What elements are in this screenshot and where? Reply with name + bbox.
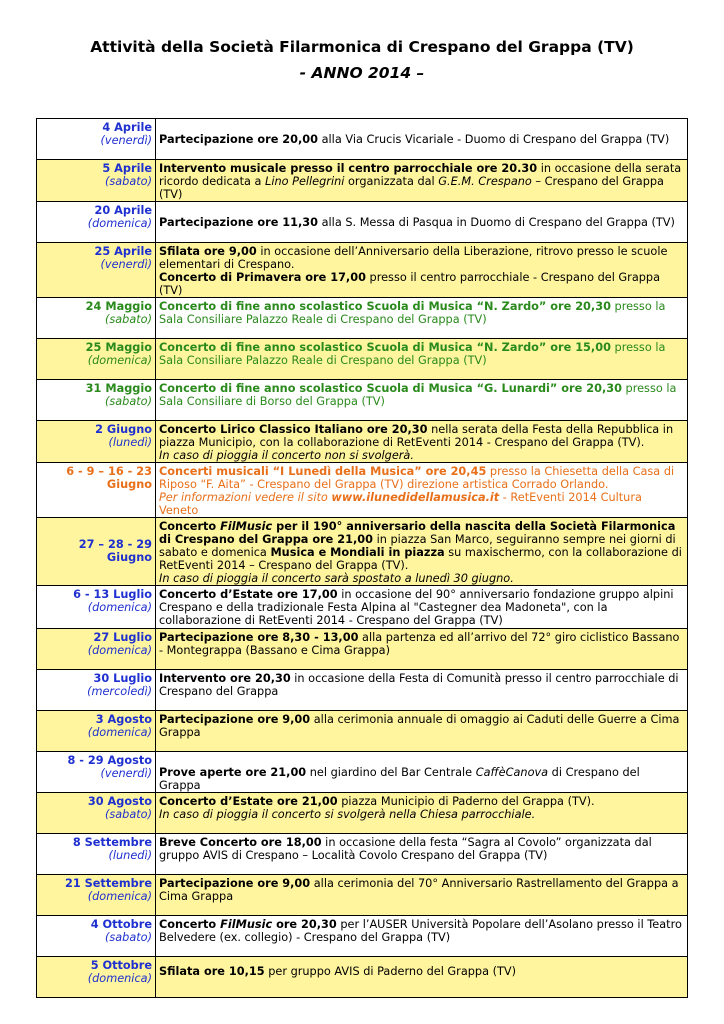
event-date: 5 Ottobre bbox=[90, 959, 152, 972]
event-date: 4 Ottobre bbox=[90, 918, 152, 931]
event-row bbox=[37, 834, 688, 875]
event-date: 25 Maggio bbox=[85, 341, 152, 354]
event-date: 21 Settembre bbox=[64, 877, 152, 890]
event-date: 20 Aprile bbox=[94, 204, 152, 217]
event-weekday: (domenica) bbox=[87, 644, 152, 657]
event-date-cell bbox=[37, 711, 156, 752]
event-date: 5 Aprile bbox=[102, 162, 152, 175]
event-description: Concerto di fine anno scolastico Scuola di Musica “N. Zardo” ore 20,30 presso la Sala Consiliare Palazzo Reale di Crespano del Grappa (TV) bbox=[156, 298, 688, 339]
event-weekday: (domenica) bbox=[87, 601, 152, 614]
event-row bbox=[37, 421, 688, 463]
event-weekday: (sabato) bbox=[104, 931, 152, 944]
event-weekday: (venerdì) bbox=[100, 767, 152, 780]
event-date-cell bbox=[37, 518, 156, 586]
event-row bbox=[37, 298, 688, 339]
event-weekday: (sabato) bbox=[104, 395, 152, 408]
event-row bbox=[37, 243, 688, 298]
event-date: 25 Aprile bbox=[94, 245, 152, 258]
event-description: Sfilata ore 10,15 per gruppo AVIS di Paderno del Grappa (TV) bbox=[156, 957, 688, 998]
event-row bbox=[37, 380, 688, 421]
event-description: Partecipazione ore 8,30 - 13,00 alla partenza ed all’arrivo del 72° giro ciclistico Bassano - Montegrappa (Bassano e Cima Grappa) bbox=[156, 629, 688, 670]
event-date-cell bbox=[37, 243, 156, 298]
event-row bbox=[37, 119, 688, 160]
event-date-cell bbox=[37, 160, 156, 202]
event-description: Partecipazione ore 20,00 alla Via Crucis Vicariale - Duomo di Crespano del Grappa (TV) bbox=[156, 119, 688, 160]
event-description: Concerto di fine anno scolastico Scuola di Musica “N. Zardo” ore 15,00 presso la Sala Consiliare Palazzo Reale di Crespano del Grappa (TV) bbox=[156, 339, 688, 380]
event-description: Breve Concerto ore 18,00 in occasione della festa “Sagra al Covolo” organizzata dal gruppo AVIS di Crespano – Località Covolo Crespano del Grappa (TV) bbox=[156, 834, 688, 875]
document-title: Attività della Società Filarmonica di Crespano del Grappa (TV) bbox=[90, 38, 634, 56]
event-description: Intervento ore 20,30 in occasione della Festa di Comunità presso il centro parrocchiale di Crespano del Grappa bbox=[156, 670, 688, 711]
event-weekday: (venerdì) bbox=[100, 134, 152, 147]
event-date: 8 - 29 Agosto bbox=[67, 754, 152, 767]
event-row bbox=[37, 752, 688, 793]
event-weekday: (domenica) bbox=[87, 890, 152, 903]
event-weekday: (lunedì) bbox=[108, 849, 152, 862]
event-date-cell bbox=[37, 834, 156, 875]
event-weekday: (lunedì) bbox=[108, 436, 152, 449]
event-row bbox=[37, 793, 688, 834]
event-date-cell bbox=[37, 463, 156, 518]
event-date: 4 Aprile bbox=[102, 121, 152, 134]
event-row bbox=[37, 518, 688, 586]
event-description: Intervento musicale presso il centro parrocchiale ore 20.30 in occasione della serata ricordo dedicata a Lino Pellegrini organizzata dal G.E.M. Crespano – Crespano del Grappa (TV) bbox=[156, 160, 688, 202]
event-date: 30 Agosto bbox=[87, 795, 152, 808]
event-row bbox=[37, 160, 688, 202]
event-description: Concerto d’Estate ore 17,00 in occasione del 90° anniversario fondazione gruppo alpini Crespano e della tradizionale Festa Alpina al "Castegner dea Madoneta", con la collaborazione di RetEventi 2014 - Crespano del Grappa (TV) bbox=[156, 586, 688, 629]
event-row bbox=[37, 629, 688, 670]
event-date: 8 Settembre bbox=[72, 836, 152, 849]
event-date: 30 Luglio bbox=[93, 672, 152, 685]
event-date-cell bbox=[37, 629, 156, 670]
event-date: 6 - 13 Luglio bbox=[73, 588, 152, 601]
event-date-cell bbox=[37, 752, 156, 793]
event-weekday: (domenica) bbox=[87, 217, 152, 230]
event-row bbox=[37, 339, 688, 380]
event-description: Partecipazione ore 11,30 alla S. Messa di Pasqua in Duomo di Crespano del Grappa (TV) bbox=[156, 202, 688, 243]
event-date: 6 - 9 – 16 - 23 Giugno bbox=[66, 465, 152, 491]
event-description: Concerto FilMusic per il 190° anniversario della nascita della Società Filarmonica di Crespano del Grappa ore 21,00 in piazza San Marco, seguiranno sempre nei giorni di sabato e domenica Musica e Mondiali in piazza su maxischermo, con la collaborazione di RetEventi 2014 – Crespano del Grappa (TV). In caso di pioggia il concerto sarà spostato a lunedì 30 giugno. bbox=[156, 518, 688, 586]
event-row bbox=[37, 202, 688, 243]
event-date: 24 Maggio bbox=[85, 300, 152, 313]
event-description: Concerti musicali “I Lunedì della Musica” ore 20,45 presso la Chiesetta della Casa di Riposo “F. Aita” - Crespano del Grappa (TV) direzione artistica Corrado Orlando. Per informazioni vedere il sito www.ilunedidellamusica.it - RetEventi 2014 Cultura Veneto bbox=[156, 463, 688, 518]
event-weekday: (sabato) bbox=[104, 313, 152, 326]
event-description: Partecipazione ore 9,00 alla cerimonia del 70° Anniversario Rastrellamento del Grappa a Cima Grappa bbox=[156, 875, 688, 916]
event-date-cell bbox=[37, 586, 156, 629]
event-date-cell bbox=[37, 298, 156, 339]
event-row bbox=[37, 916, 688, 957]
event-weekday: (mercoledì) bbox=[87, 685, 152, 698]
event-row bbox=[37, 670, 688, 711]
document-year: - ANNO 2014 – bbox=[299, 64, 425, 82]
event-description: Concerto FilMusic ore 20,30 per l’AUSER Università Popolare dell’Asolano presso il Teatro Belvedere (ex. collegio) - Crespano del Grappa (TV) bbox=[156, 916, 688, 957]
event-date: 27 – 28 - 29 Giugno bbox=[78, 538, 152, 564]
event-date-cell bbox=[37, 793, 156, 834]
event-date-cell bbox=[37, 119, 156, 160]
event-date-cell bbox=[37, 421, 156, 463]
event-date-cell bbox=[37, 670, 156, 711]
event-date: 3 Agosto bbox=[95, 713, 152, 726]
event-date-cell bbox=[37, 916, 156, 957]
event-row bbox=[37, 711, 688, 752]
event-description: Partecipazione ore 9,00 alla cerimonia annuale di omaggio ai Caduti delle Guerre a Cima Grappa bbox=[156, 711, 688, 752]
event-date-cell bbox=[37, 202, 156, 243]
event-description: Prove aperte ore 21,00 nel giardino del Bar Centrale CaffèCanova di Crespano del Grappa bbox=[156, 752, 688, 793]
event-row bbox=[37, 957, 688, 998]
event-date-cell bbox=[37, 339, 156, 380]
event-date-cell bbox=[37, 957, 156, 998]
event-date-cell bbox=[37, 875, 156, 916]
event-weekday: (domenica) bbox=[87, 726, 152, 739]
event-row bbox=[37, 586, 688, 629]
event-weekday: (sabato) bbox=[104, 175, 152, 188]
event-weekday: (domenica) bbox=[87, 354, 152, 367]
event-weekday: (venerdì) bbox=[100, 258, 152, 271]
event-description: Concerto Lirico Classico Italiano ore 20,30 nella serata della Festa della Repubblica in piazza Municipio, con la collaborazione di RetEventi 2014 - Crespano del Grappa (TV). In caso di pioggia il concerto non si svolgerà. bbox=[156, 421, 688, 463]
event-row bbox=[37, 463, 688, 518]
event-description: Sfilata ore 9,00 in occasione dell’Anniversario della Liberazione, ritrovo presso le scuole elementari di Crespano. Concerto di Primavera ore 17,00 presso il centro parrocchiale - Crespano del Grappa (TV) bbox=[156, 243, 688, 298]
event-date: 31 Maggio bbox=[85, 382, 152, 395]
event-date: 27 Luglio bbox=[93, 631, 152, 644]
event-date-cell bbox=[37, 380, 156, 421]
event-row bbox=[37, 875, 688, 916]
event-date: 2 Giugno bbox=[95, 423, 152, 436]
event-weekday: (domenica) bbox=[87, 972, 152, 985]
event-description: Concerto d’Estate ore 21,00 piazza Municipio di Paderno del Grappa (TV). In caso di pioggia il concerto si svolgerà nella Chiesa parrocchiale. bbox=[156, 793, 688, 834]
event-description: Concerto di fine anno scolastico Scuola di Musica “G. Lunardi” ore 20,30 presso la Sala Consiliare di Borso del Grappa (TV) bbox=[156, 380, 688, 421]
event-weekday: (sabato) bbox=[104, 808, 152, 821]
events-table bbox=[36, 118, 688, 998]
